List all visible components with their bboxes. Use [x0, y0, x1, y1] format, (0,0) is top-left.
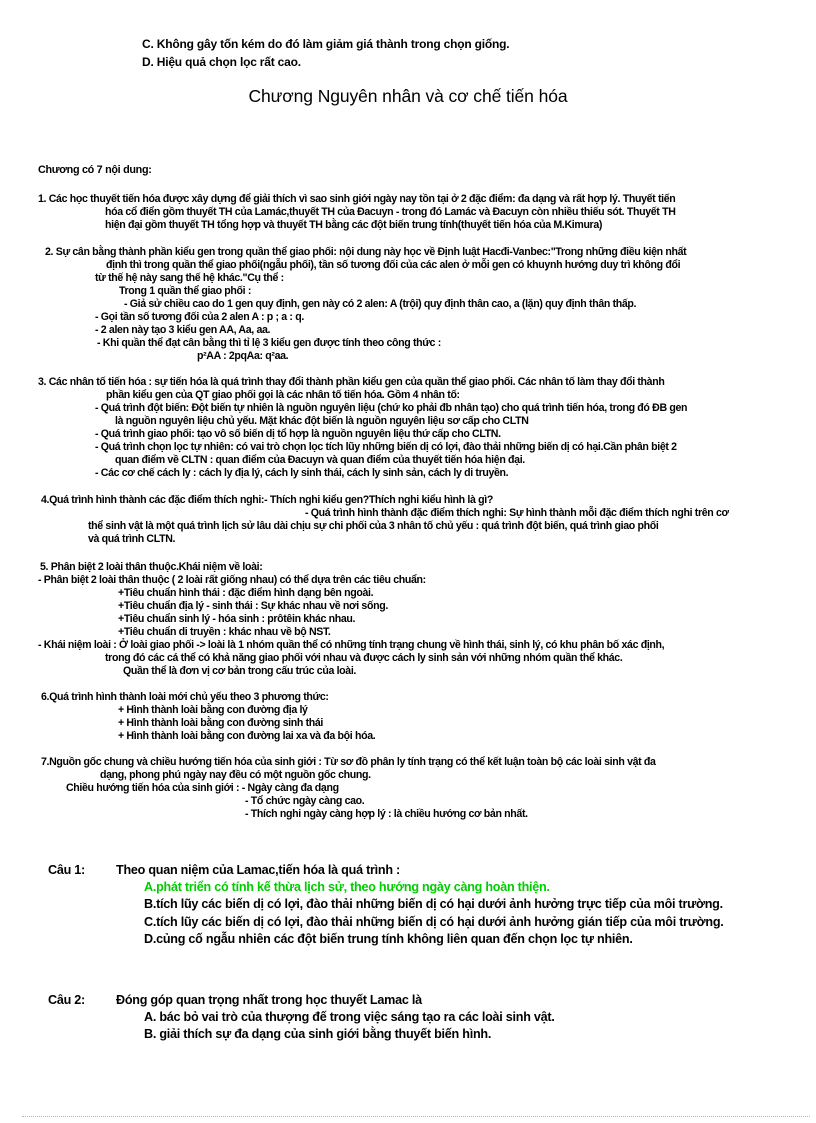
outline-line: + Hình thành loài bằng con đường địa lý [118, 704, 308, 716]
outline-line: 3. Các nhân tố tiến hóa : sự tiến hóa là quá trình thay đổi thành phần kiểu gen của quần thể giao phối. Các nhân tố làm thay đổi thành [38, 376, 665, 388]
outline-line: trong đó các cá thể có khả năng giao phối với nhau và được cách ly sinh sản với những nhóm quần thể khác. [105, 652, 623, 664]
outline-line: Chiều hướng tiến hóa của sinh giới : - Ngày càng đa dạng [66, 782, 339, 794]
question-label: Câu 2: [48, 993, 85, 1007]
question-block-2 [38, 992, 790, 1044]
answer-option: D. Hiệu quả chọn lọc rất cao. [142, 55, 301, 69]
outline-line: định thì trong quần thể giao phối(ngẫu phối), tần số tương đối của các alen ở mỗi gen có khuynh hướng duy trì không đổi [106, 259, 681, 271]
outline-section-5 [38, 561, 806, 678]
question-label: Câu 1: [48, 863, 85, 877]
answer-option: C.tích lũy các biến dị có lợi, đào thải những biến dị có hại dưới ảnh hưởng gián tiếp của môi trường. [144, 914, 724, 929]
outline-line: 7.Nguồn gốc chung và chiều hướng tiến hóa của sinh giới : Từ sơ đồ phân ly tính trạng có thể kết luận toàn bộ các loài sinh vật đa [41, 756, 656, 768]
outline-line: - Quá trình đột biến: Đột biến tự nhiên là nguồn nguyên liệu (chứ ko phải đb nhân tạo) cho quá trình tiến hóa, trong đó ĐB gen [95, 402, 688, 414]
outline-section-3 [38, 376, 806, 480]
outline-line: p²AA : 2pqAa: q²aa. [197, 350, 289, 362]
outline-line: Trong 1 quần thể giao phối : [119, 285, 252, 297]
outline-line: hiện đại gồm thuyết TH tổng hợp và thuyết TH bằng các đột biến trung tính(thuyết tiến hóa của M.Kimura) [105, 219, 603, 231]
outline-line: Quần thể là đơn vị cơ bản trong cấu trúc của loài. [123, 665, 357, 677]
outline-line: 1. Các học thuyết tiến hóa được xây dựng để giải thích vì sao sinh giới ngày nay tồn tại ở 2 đặc điểm: đa dạng và rất hợp lý. Thuyết tiến [38, 193, 676, 205]
outline-line: từ thế hệ này sang thế hệ khác."Cụ thể : [95, 272, 284, 284]
outline-heading: Chương có 7 nội dung: [38, 164, 152, 176]
outline-section-4 [38, 494, 806, 546]
outline-line: - 2 alen này tạo 3 kiểu gen AA, Aa, aa. [95, 324, 271, 336]
outline-line: - Tổ chức ngày càng cao. [245, 795, 365, 807]
outline-line: +Tiêu chuẩn di truyền : khác nhau về bộ NST. [118, 626, 331, 638]
outline-line: +Tiêu chuẩn địa lý - sinh thái : Sự khác nhau về nơi sống. [118, 600, 388, 612]
outline-line: phần kiểu gen của QT giao phối gọi là các nhân tố tiến hóa. Gồm 4 nhân tố: [106, 389, 460, 401]
answer-option: B.tích lũy các biến dị có lợi, đào thải những biến dị có hại dưới ảnh hưởng trực tiếp của môi trường. [144, 897, 723, 912]
outline-line: - Khi quần thể đạt cân bằng thì tỉ lệ 3 kiểu gen được tính theo công thức : [97, 337, 441, 349]
outline-line: - Gọi tần số tương đối của 2 alen A : p ; a : q. [95, 311, 304, 323]
outline-line: - Khái niệm loài : Ở loài giao phối -> loài là 1 nhóm quần thể có những tính trạng chung về hình thái, sinh lý, có khu phân bố xác định, [38, 639, 665, 651]
question-block-1 [38, 862, 790, 948]
outline-line: - Quá trình giao phối: tạo vô số biến dị tổ hợp là nguồn nguyên liệu thứ cấp cho CLTN. [95, 428, 501, 440]
outline-section-1 [38, 193, 806, 232]
outline-line: 6.Quá trình hình thành loài mới chủ yếu theo 3 phương thức: [41, 691, 329, 703]
question-prompt: Theo quan niệm của Lamac,tiến hóa là quá trình : [116, 863, 400, 877]
page-footer-divider [22, 1116, 810, 1117]
outline-line: +Tiêu chuẩn hình thái : đặc điểm hình dạng bên ngoài. [118, 587, 374, 599]
answer-option: B. giải thích sự đa dạng của sinh giới bằng thuyết biến hình. [144, 1027, 492, 1042]
outline-line: + Hình thành loài bằng con đường lai xa và đa bội hóa. [118, 730, 376, 742]
outline-line: - Giả sử chiều cao do 1 gen quy định, gen này có 2 alen: A (trội) quy định thân cao, a (lặn) quy định thân thấp. [124, 298, 637, 310]
answer-option: C. Không gây tốn kém do đó làm giảm giá thành trong chọn giống. [142, 37, 510, 51]
outline-line: 4.Quá trình hình thành các đặc điểm thích nghi:- Thích nghi kiểu gen?Thích nghi kiểu hình là gì? [41, 494, 493, 506]
outline-line: - Thích nghi ngày càng hợp lý : là chiều hướng cơ bản nhất. [245, 808, 528, 820]
outline-line: và quá trình CLTN. [88, 533, 176, 545]
outline-line: - Các cơ chế cách ly : cách ly địa lý, cách ly sinh thái, cách ly sinh sản, cách ly di truyền. [95, 467, 509, 479]
answer-option: D.củng cố ngẫu nhiên các đột biến trung tính không liên quan đến chọn lọc tự nhiên. [144, 931, 633, 946]
outline-line: - Quá trình chọn lọc tự nhiên: có vai trò chọn lọc tích lũy những biến dị có lợi, đào thải những biến dị có hại.Cần phân biệt 2 [95, 441, 677, 453]
outline-line: 5. Phân biệt 2 loài thân thuộc.Khái niệm về loài: [40, 561, 263, 573]
outline-line: hóa cổ điển gồm thuyết TH của Lamác,thuyết TH của Đacuyn - trong đó Lamác và Đacuyn còn nhiều thiếu sót. Thuyết TH [105, 206, 676, 218]
outline-line: 2. Sự cân bằng thành phần kiểu gen trong quần thể giao phối: nội dung này học về Định luật Hacđi-Vanbec:"Trong những điều kiện nhất [45, 246, 687, 258]
outline-line: thể sinh vật là một quá trình lịch sử lâu dài chịu sự chi phối của 3 nhân tố chủ yếu : quá trình đột biến, quá trình giao phối [88, 520, 659, 532]
outline-line: + Hình thành loài bằng con đường sinh thái [118, 717, 324, 729]
outline-line: +Tiêu chuẩn sinh lý - hóa sinh : prôtêin khác nhau. [118, 613, 356, 625]
outline-section-6 [38, 691, 806, 743]
outline-section-2 [38, 246, 806, 363]
outline-line: - Phân biệt 2 loài thân thuộc ( 2 loài rất giống nhau) có thể dựa trên các tiêu chuẩn: [38, 574, 426, 586]
question-prompt: Đóng góp quan trọng nhất trong học thuyết Lamac là [116, 993, 422, 1007]
answer-option: A. bác bỏ vai trò của thượng đế trong việc sáng tạo ra các loài sinh vật. [144, 1010, 555, 1025]
outline-line: - Quá trình hình thành đặc điểm thích nghi: Sự hình thành mỗi đặc điểm thích nghi trên cơ [305, 507, 729, 519]
answer-option-correct: A.phát triển có tính kế thừa lịch sử, theo hướng ngày càng hoàn thiện. [144, 880, 550, 895]
outline-section-7 [38, 756, 806, 821]
outline-line: là nguồn nguyên liệu chủ yếu. Mặt khác đột biến là nguồn nguyên liệu sơ cấp cho CLTN [115, 415, 529, 427]
carryover-answer-options [142, 35, 509, 71]
chapter-title: Chương Nguyên nhân và cơ chế tiến hóa [248, 86, 568, 106]
outline-line: dạng, phong phú ngày nay đều có một nguồn gốc chung. [100, 769, 371, 781]
outline-line: quan điểm về CLTN : quan điểm của Đacuyn và quan điểm của thuyết tiến hóa hiện đại. [115, 454, 525, 466]
